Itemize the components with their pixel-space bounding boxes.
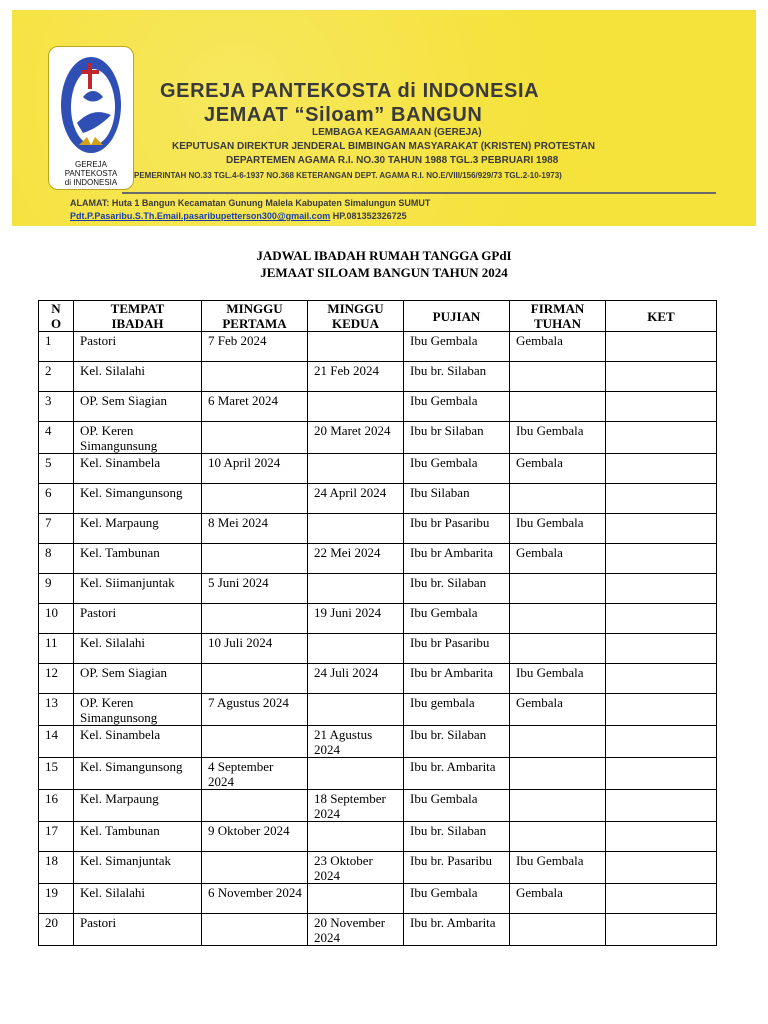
cell-no: 6: [39, 484, 74, 514]
cell-pujian: Ibu br. Silaban: [404, 574, 510, 604]
cell-tempat: Kel. Silalahi: [74, 884, 202, 914]
cell-pertama: 5 Juni 2024: [202, 574, 308, 604]
table-row: [39, 758, 717, 790]
cell-firman: [510, 484, 606, 514]
table-row: [39, 694, 717, 726]
table-row: [39, 664, 717, 694]
cell-pujian: Ibu Gembala: [404, 790, 510, 822]
cell-tempat: Kel. Tambunan: [74, 822, 202, 852]
document-subtitle: JEMAAT SILOAM BANGUN TAHUN 2024: [260, 265, 508, 280]
cell-tempat: Kel. Sinambela: [74, 726, 202, 758]
cell-pertama: 7 Feb 2024: [202, 332, 308, 362]
cell-ket: [606, 664, 717, 694]
cell-firman: Gembala: [510, 454, 606, 484]
cell-no: 13: [39, 694, 74, 726]
cell-firman: [510, 604, 606, 634]
cell-no: 7: [39, 514, 74, 544]
cell-pujian: Ibu br Pasaribu: [404, 514, 510, 544]
address: ALAMAT: Huta 1 Bangun Kecamatan Gunung Malela Kabupaten Simalungun SUMUT: [70, 198, 431, 208]
table-row: [39, 544, 717, 574]
cell-no: 19: [39, 884, 74, 914]
cell-pujian: Ibu br Ambarita: [404, 544, 510, 574]
cell-pujian: Ibu br. Silaban: [404, 822, 510, 852]
table-row: [39, 332, 717, 362]
cell-pertama: 10 April 2024: [202, 454, 308, 484]
cell-tempat: Kel. Marpaung: [74, 790, 202, 822]
cell-firman: Gembala: [510, 332, 606, 362]
schedule-table: [38, 300, 717, 946]
cell-no: 10: [39, 604, 74, 634]
table-row: [39, 914, 717, 946]
cell-tempat: Kel. Simanjuntak: [74, 852, 202, 884]
cell-ket: [606, 914, 717, 946]
cell-tempat: OP. Keren Simangunsong: [74, 694, 202, 726]
cell-kedua: 20 November 2024: [308, 914, 404, 946]
cell-firman: [510, 758, 606, 790]
cell-firman: Ibu Gembala: [510, 664, 606, 694]
contact-line: [70, 211, 407, 222]
cell-kedua: [308, 332, 404, 362]
cell-kedua: [308, 822, 404, 852]
letterhead-divider: [122, 192, 716, 194]
cell-tempat: Kel. Simangunsong: [74, 758, 202, 790]
document-title: JADWAL IBADAH RUMAH TANGGA GPdI: [256, 248, 512, 263]
schedule-body: [39, 332, 717, 946]
cell-pertama: [202, 726, 308, 758]
cell-kedua: [308, 694, 404, 726]
cell-kedua: [308, 758, 404, 790]
cell-pertama: [202, 484, 308, 514]
cell-no: 1: [39, 332, 74, 362]
letterhead: [12, 10, 756, 226]
cell-pujian: Ibu Gembala: [404, 392, 510, 422]
cell-kedua: [308, 884, 404, 914]
cell-tempat: Pastori: [74, 604, 202, 634]
cell-kedua: 21 Feb 2024: [308, 362, 404, 392]
cell-firman: Gembala: [510, 694, 606, 726]
phone-number: HP.081352326725: [330, 211, 407, 221]
cell-tempat: Kel. Tambunan: [74, 544, 202, 574]
column-header-minggu-kedua: MINGGU KEDUA: [308, 301, 404, 332]
cell-no: 16: [39, 790, 74, 822]
cell-ket: [606, 574, 717, 604]
cell-ket: [606, 694, 717, 726]
cell-ket: [606, 392, 717, 422]
cell-firman: Ibu Gembala: [510, 422, 606, 454]
cell-kedua: 18 September 2024: [308, 790, 404, 822]
table-row: [39, 822, 717, 852]
cell-pujian: Ibu gembala: [404, 694, 510, 726]
cell-firman: [510, 790, 606, 822]
cell-tempat: Kel. Sinambela: [74, 454, 202, 484]
legal-line-3: DEPARTEMEN AGAMA R.I. NO.30 TAHUN 1988 TGL.3 PEBRUARI 1988: [226, 155, 559, 166]
cell-no: 12: [39, 664, 74, 694]
cell-tempat: Kel. Simangunsong: [74, 484, 202, 514]
cell-tempat: Kel. Silalahi: [74, 634, 202, 664]
cell-firman: [510, 574, 606, 604]
cell-firman: [510, 392, 606, 422]
table-row: [39, 634, 717, 664]
table-row: [39, 422, 717, 454]
cell-ket: [606, 884, 717, 914]
cell-pujian: Ibu br Ambarita: [404, 664, 510, 694]
cell-pujian: Ibu br. Pasaribu: [404, 852, 510, 884]
cell-kedua: 21 Agustus 2024: [308, 726, 404, 758]
cell-pujian: Ibu Gembala: [404, 332, 510, 362]
legal-line-2: KEPUTUSAN DIREKTUR JENDERAL BIMBINGAN MASYARAKAT (KRISTEN) PROTESTAN: [172, 141, 595, 152]
cell-pertama: [202, 422, 308, 454]
cell-ket: [606, 484, 717, 514]
cell-no: 20: [39, 914, 74, 946]
cell-pujian: Ibu br. Silaban: [404, 362, 510, 392]
cell-firman: [510, 362, 606, 392]
cell-pertama: 6 November 2024: [202, 884, 308, 914]
table-row: [39, 790, 717, 822]
cell-no: 17: [39, 822, 74, 852]
table-row: [39, 574, 717, 604]
table-header-row: [39, 301, 717, 332]
cell-no: 8: [39, 544, 74, 574]
column-header-no: N O: [39, 301, 74, 332]
table-row: [39, 852, 717, 884]
cell-kedua: 22 Mei 2024: [308, 544, 404, 574]
cell-pertama: [202, 914, 308, 946]
cell-ket: [606, 422, 717, 454]
cell-ket: [606, 758, 717, 790]
column-header-firman: FIRMAN TUHAN: [510, 301, 606, 332]
table-row: [39, 392, 717, 422]
cell-firman: [510, 914, 606, 946]
cell-ket: [606, 332, 717, 362]
cell-pertama: [202, 544, 308, 574]
legal-line-1: LEMBAGA KEAGAMAAN (GEREJA): [312, 127, 482, 138]
table-row: [39, 362, 717, 392]
logo-caption-line2: di INDONESIA: [64, 178, 118, 187]
cell-ket: [606, 634, 717, 664]
table-row: [39, 884, 717, 914]
cell-kedua: [308, 634, 404, 664]
cell-ket: [606, 604, 717, 634]
column-header-pujian: PUJIAN: [404, 301, 510, 332]
cell-no: 11: [39, 634, 74, 664]
cell-ket: [606, 726, 717, 758]
legal-line-4: PEMERINTAH NO.33 TGL.4-6-1937 NO.368 KETERANGAN DEPT. AGAMA R.I. NO.E/VIII/156/929/73 TGL.2-10-1973): [134, 171, 562, 180]
cell-kedua: [308, 454, 404, 484]
email-link[interactable]: Pdt.P.Pasaribu.S.Th.Email.pasaribupetterson300@gmail.com: [70, 211, 331, 221]
cell-pujian: Ibu Gembala: [404, 884, 510, 914]
cell-pertama: 4 September 2024: [202, 758, 308, 790]
cell-pertama: 7 Agustus 2024: [202, 694, 308, 726]
table-row: [39, 514, 717, 544]
cell-firman: [510, 822, 606, 852]
cell-pertama: [202, 852, 308, 884]
cell-firman: Ibu Gembala: [510, 852, 606, 884]
cell-ket: [606, 514, 717, 544]
cell-ket: [606, 822, 717, 852]
cell-firman: Gembala: [510, 544, 606, 574]
cell-pujian: Ibu br. Ambarita: [404, 914, 510, 946]
cell-tempat: Pastori: [74, 332, 202, 362]
logo-caption-line1: GEREJA PANTEKOSTA: [64, 160, 118, 178]
cell-pertama: [202, 604, 308, 634]
cell-kedua: 20 Maret 2024: [308, 422, 404, 454]
cell-tempat: OP. Sem Siagian: [74, 392, 202, 422]
cell-ket: [606, 852, 717, 884]
cell-tempat: OP. Sem Siagian: [74, 664, 202, 694]
church-name: GEREJA PANTEKOSTA di INDONESIA: [160, 80, 540, 102]
cell-pertama: 6 Maret 2024: [202, 392, 308, 422]
cell-kedua: [308, 392, 404, 422]
cell-pujian: Ibu Gembala: [404, 604, 510, 634]
cell-no: 18: [39, 852, 74, 884]
table-row: [39, 604, 717, 634]
cell-no: 14: [39, 726, 74, 758]
cell-firman: [510, 726, 606, 758]
dove-cross-logo-icon: [53, 53, 129, 165]
cell-ket: [606, 544, 717, 574]
cell-pujian: Ibu br. Silaban: [404, 726, 510, 758]
church-logo: [48, 46, 134, 190]
cell-kedua: [308, 574, 404, 604]
cell-pertama: [202, 664, 308, 694]
cell-pujian: Ibu br. Ambarita: [404, 758, 510, 790]
cell-ket: [606, 790, 717, 822]
cell-firman: Gembala: [510, 884, 606, 914]
cell-ket: [606, 454, 717, 484]
cell-no: 2: [39, 362, 74, 392]
cell-firman: [510, 634, 606, 664]
column-header-ket: KET: [606, 301, 717, 332]
cell-no: 4: [39, 422, 74, 454]
cell-pujian: Ibu br Pasaribu: [404, 634, 510, 664]
cell-pujian: Ibu Silaban: [404, 484, 510, 514]
cell-pertama: [202, 790, 308, 822]
cell-tempat: OP. Keren Simangunsung: [74, 422, 202, 454]
cell-no: 5: [39, 454, 74, 484]
cell-kedua: 23 Oktober 2024: [308, 852, 404, 884]
column-header-minggu-pertama: MINGGU PERTAMA: [202, 301, 308, 332]
cell-tempat: Kel. Silalahi: [74, 362, 202, 392]
cell-no: 3: [39, 392, 74, 422]
table-row: [39, 454, 717, 484]
cell-kedua: 19 Juni 2024: [308, 604, 404, 634]
congregation-name: JEMAAT “Siloam” BANGUN: [204, 104, 483, 126]
cell-tempat: Kel. Marpaung: [74, 514, 202, 544]
cell-pujian: Ibu br Silaban: [404, 422, 510, 454]
cell-pujian: Ibu Gembala: [404, 454, 510, 484]
cell-kedua: 24 April 2024: [308, 484, 404, 514]
cell-firman: Ibu Gembala: [510, 514, 606, 544]
cell-tempat: Pastori: [74, 914, 202, 946]
cell-pertama: [202, 362, 308, 392]
cell-kedua: [308, 514, 404, 544]
cell-pertama: 10 Juli 2024: [202, 634, 308, 664]
table-row: [39, 484, 717, 514]
logo-caption: [49, 160, 133, 187]
cell-pertama: 9 Oktober 2024: [202, 822, 308, 852]
table-row: [39, 726, 717, 758]
cell-no: 15: [39, 758, 74, 790]
cell-tempat: Kel. Siimanjuntak: [74, 574, 202, 604]
cell-kedua: 24 Juli 2024: [308, 664, 404, 694]
cell-pertama: 8 Mei 2024: [202, 514, 308, 544]
column-header-tempat: TEMPAT IBADAH: [74, 301, 202, 332]
cell-no: 9: [39, 574, 74, 604]
cell-ket: [606, 362, 717, 392]
